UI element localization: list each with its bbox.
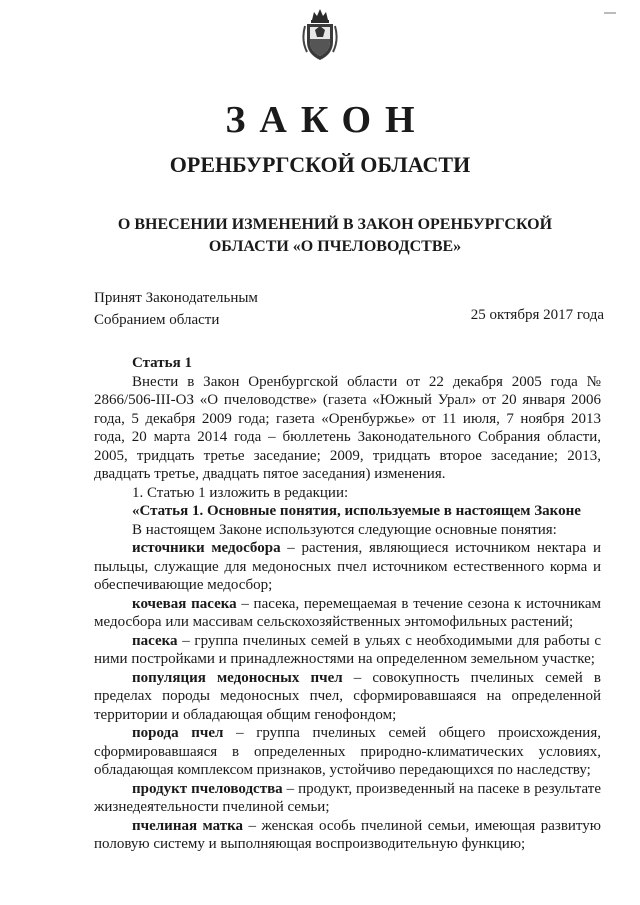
definition bbox=[94, 669, 601, 725]
definition-text: – растения, являющиеся источником нектара и пыльцы, служащие для медоносных пчел источником естественного корма и обеспечивающие медосбор; bbox=[94, 540, 601, 593]
definition-term: кочевая пасека bbox=[132, 595, 237, 612]
adoption-date: 25 октября 2017 года bbox=[470, 307, 604, 323]
definition bbox=[94, 724, 601, 780]
concepts-intro: В настоящем Законе используются следующие основные понятия: bbox=[132, 521, 557, 538]
definition-term: пасека bbox=[132, 632, 178, 649]
document-region: ОРЕНБУРГСКОЙ ОБЛАСТИ bbox=[169, 152, 471, 177]
definition-term: продукт пчеловодства bbox=[132, 780, 283, 797]
definition-term: порода пчел bbox=[132, 725, 224, 741]
definition-text: – совокупность пчелиных семей в пределах породы медоносных пчел, сформировавшаяся на определенной территории и обладающая общим генофондом; bbox=[94, 669, 601, 723]
adoption-note bbox=[94, 287, 258, 331]
article-heading: Статья 1 bbox=[132, 355, 192, 371]
scan-mark bbox=[604, 12, 616, 14]
definition-text: – группа пчелиных семей в ульях с необходимыми для работы с ними постройками и принадлежностями на определенном земельном участке; bbox=[94, 632, 601, 667]
definition-term: источники медосбора bbox=[132, 540, 281, 556]
definition bbox=[94, 595, 601, 632]
definition bbox=[94, 780, 601, 817]
definition-text: – пасека, перемещаемая в течение сезона к источникам медосбора или массивам сельскохозяйственных энтомофильных растений; bbox=[94, 595, 602, 630]
adoption-line-2: Собранием области bbox=[94, 312, 220, 328]
quoted-article-heading: «Статья 1. Основные понятия, используемые в настоящем Законе bbox=[132, 503, 581, 519]
document-title: ЗАКОН bbox=[225, 99, 429, 141]
point-1: 1. Статью 1 изложить в редакции: bbox=[132, 484, 349, 501]
subtitle-line-1: О ВНЕСЕНИИ ИЗМЕНЕНИЙ В ЗАКОН ОРЕНБУРГСКОЙ bbox=[117, 216, 553, 233]
article-body bbox=[94, 354, 601, 854]
article-intro: Внести в Закон Оренбургской области от 22 декабря 2005 года № 2866/506-III-ОЗ «О пчеловодстве» (газета «Южный Урал» от 20 января 2006 года, 5 декабря 2009 года; газета «Оренбуржье» от 11 июля, 7 ноября 2013 года, 20 марта 2014 года – бюллетень Законодательного Собрания области, 2005, тридцать третье заседание; 2009, тридцать второе заседание; 2013, двадцать третье, двадцать пятое заседания) изменения. bbox=[94, 373, 601, 482]
definition-text: – женская особь пчелиной семьи, имеющая развитую половую систему и выполняющая воспроизводительную функцию; bbox=[94, 817, 601, 852]
definition-text: – группа пчелиных семей общего происхождения, сформировавшаяся в определенных природно-климатических условиях, обладающая комплексом признаков, устойчиво передающихся по наследству; bbox=[94, 725, 601, 778]
definition-term: пчелиная матка bbox=[132, 817, 244, 834]
definition-term: популяция медоносных пчел bbox=[132, 669, 343, 686]
definition-text: – продукт, произведенный на пасеке в результате жизнедеятельности пчелиной семьи; bbox=[94, 780, 602, 815]
definition bbox=[94, 632, 601, 669]
document-subtitle bbox=[60, 214, 610, 258]
adoption-line-1: Принят Законодательным bbox=[94, 290, 258, 306]
definition bbox=[94, 817, 601, 854]
definition bbox=[94, 539, 601, 595]
coat-of-arms-icon bbox=[301, 6, 339, 62]
subtitle-line-2: ОБЛАСТИ «О ПЧЕЛОВОДСТВЕ» bbox=[208, 238, 462, 255]
